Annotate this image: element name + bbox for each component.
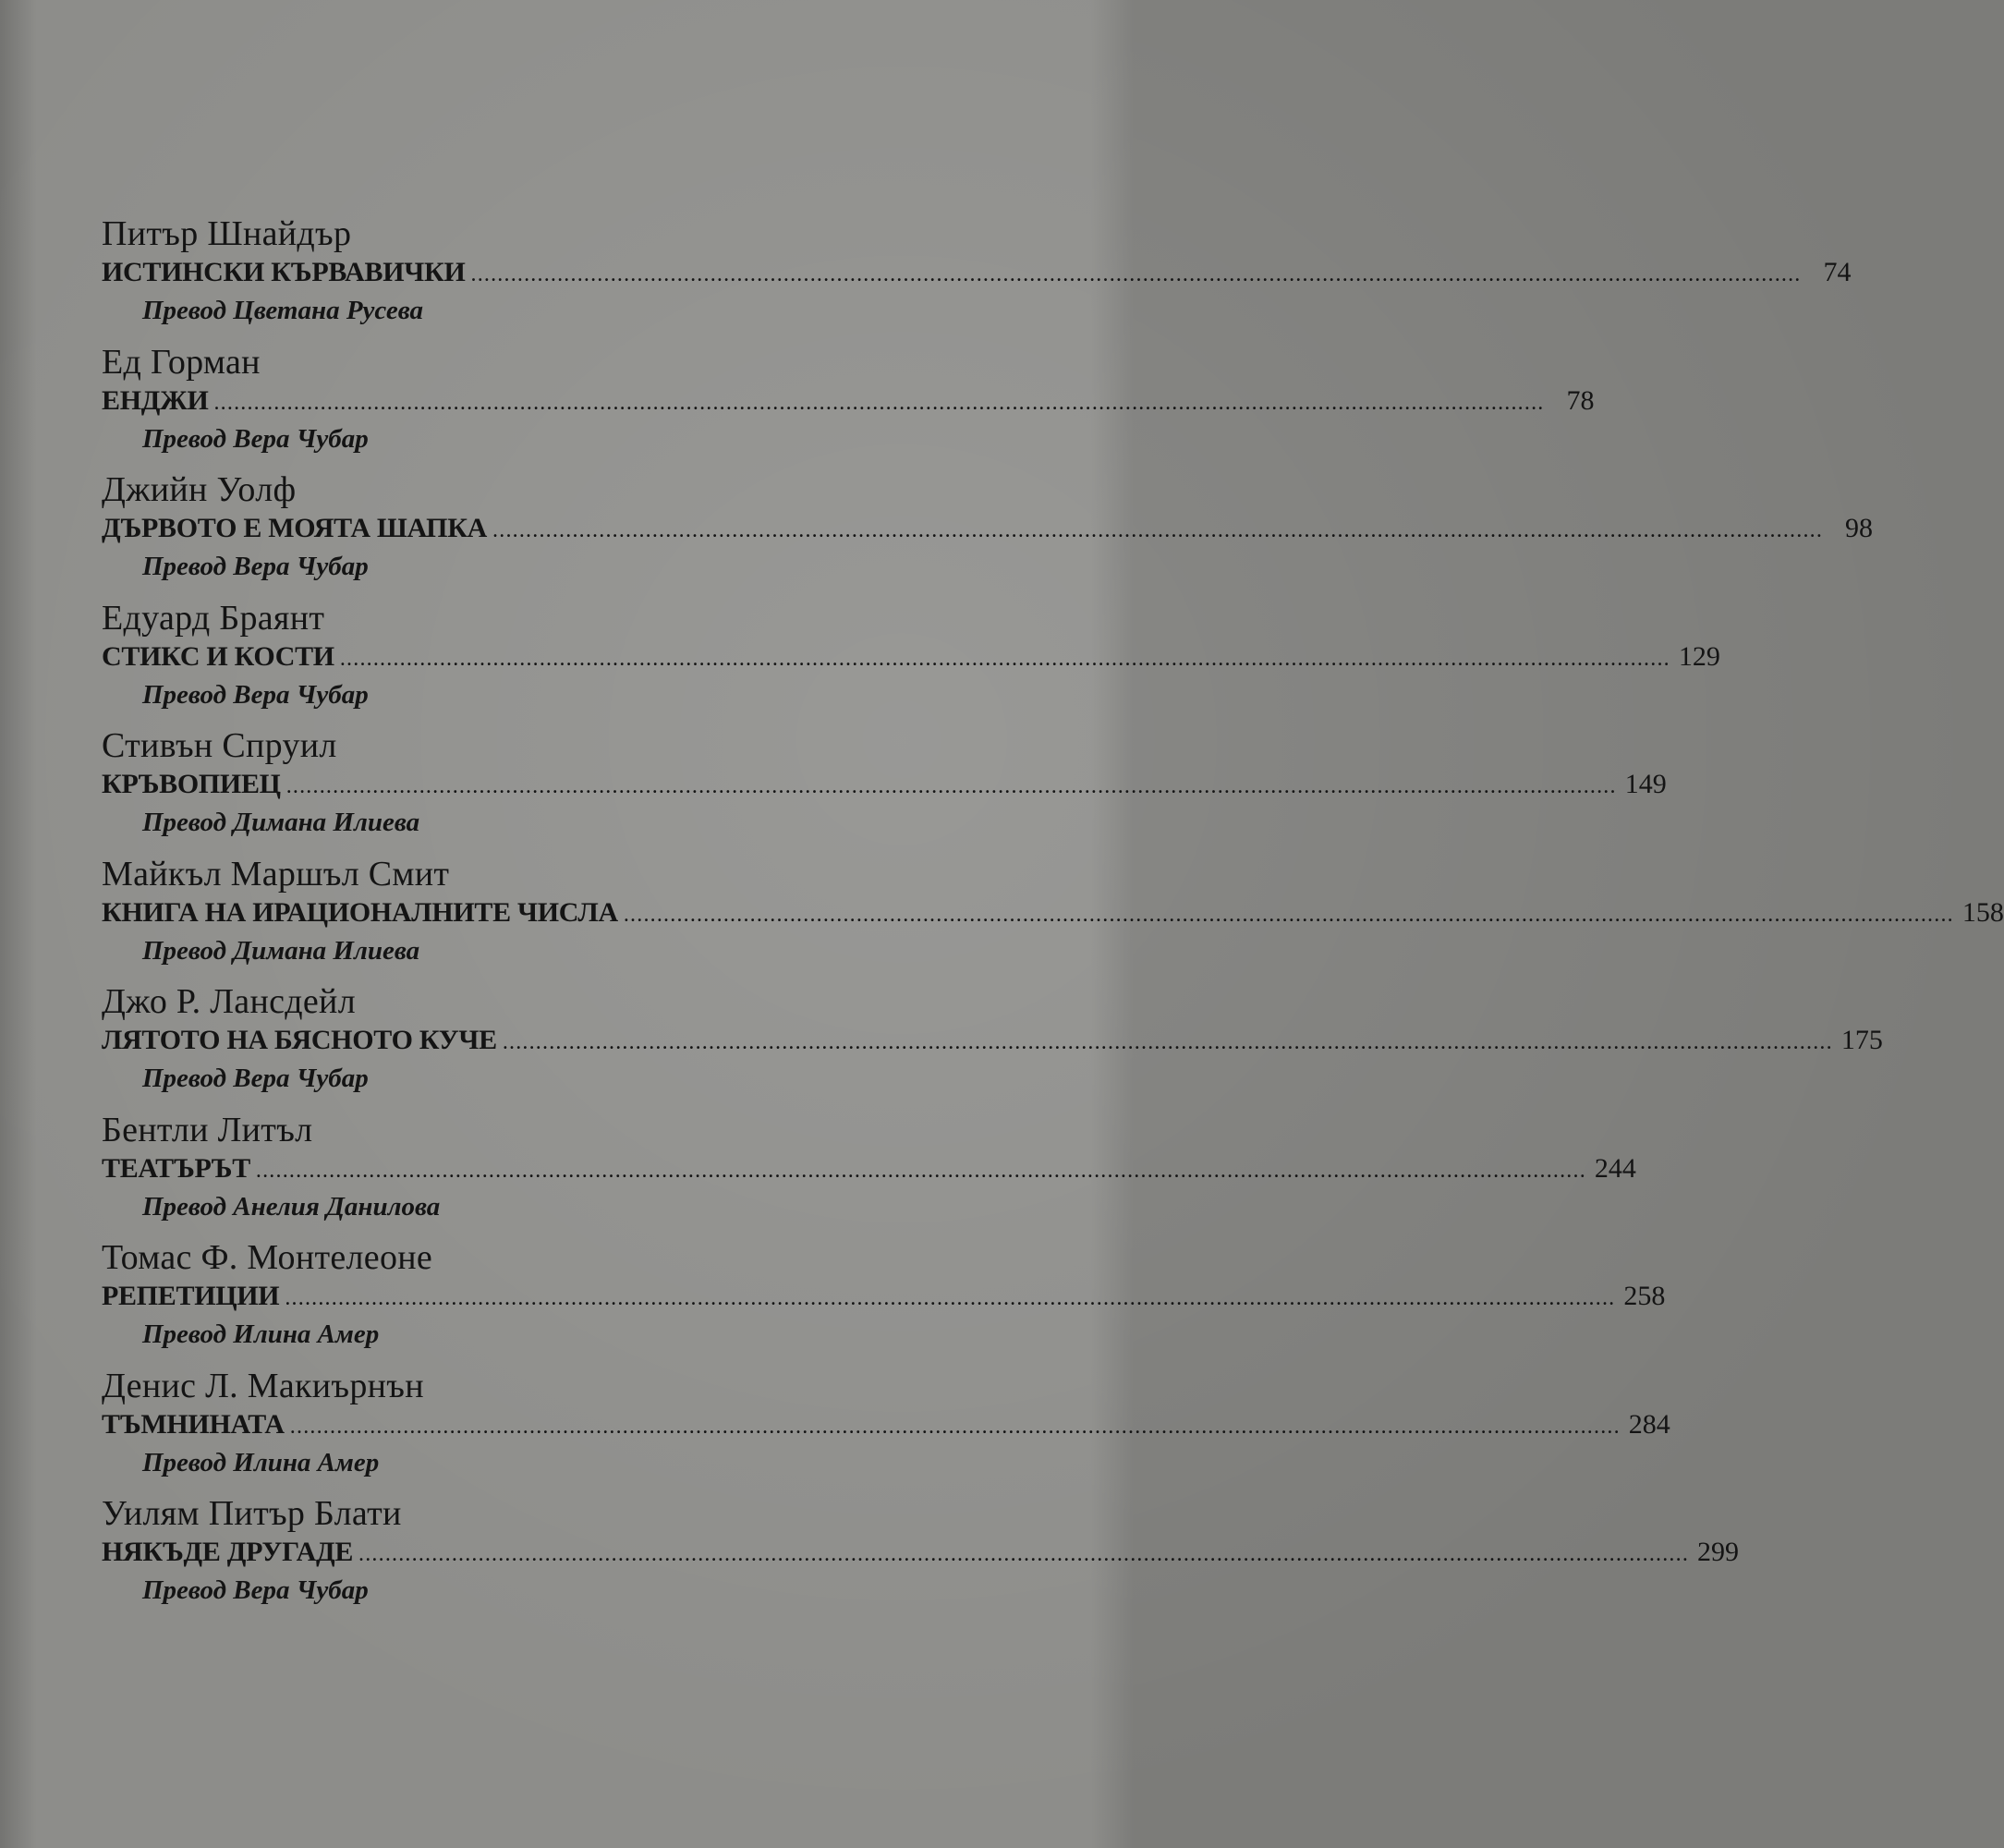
translator-name: Анелия Данилова	[233, 1191, 441, 1222]
entry-title: КРЪВОПИЕЦ	[102, 769, 281, 799]
entry-translator	[102, 804, 1035, 841]
entry-page-number: 74	[1823, 257, 1852, 287]
entry-page-number: 284	[1628, 1408, 1670, 1440]
dot-leader: ........................................................................................................................................................................................................	[492, 518, 1824, 542]
entry-title: ДЪРВОТО Е МОЯТА ШАПКА	[102, 513, 488, 543]
entry-author: Стивън Спруил	[102, 726, 337, 765]
entry-translator	[102, 1572, 1035, 1609]
translator-label: Превод	[142, 808, 227, 837]
entry-page-number: 129	[1678, 640, 1720, 672]
translator-name: Вера Чубар	[233, 679, 369, 710]
entry-title: НЯКЪДЕ ДРУГАДЕ	[102, 1537, 354, 1567]
translator-label: Превод	[142, 1064, 227, 1093]
toc-entry	[102, 598, 1720, 727]
toc-entry	[102, 214, 1852, 343]
entry-translator	[102, 1188, 1035, 1225]
toc-entry	[102, 726, 1667, 855]
entry-author: Джийн Уолф	[102, 470, 297, 509]
translator-label: Превод	[142, 679, 227, 710]
toc-entry	[102, 1110, 1636, 1239]
translator-name: Вера Чубар	[233, 1575, 369, 1605]
dot-leader: ........................................................................................................................................................................................................	[285, 1286, 1616, 1310]
entry-author: Едуард Браянт	[102, 598, 325, 638]
table-of-contents	[102, 214, 2004, 1623]
entry-page-number: 175	[1840, 1025, 1883, 1055]
entry-author: Денис Л. Макиърнън	[102, 1366, 424, 1405]
toc-entry	[102, 1366, 1670, 1495]
dot-leader: ........................................................................................................................................................................................................	[255, 1158, 1586, 1183]
entry-title: ЕНДЖИ	[102, 384, 209, 416]
entry-title-line	[102, 1277, 1666, 1316]
translator-label: Превод	[142, 1447, 227, 1477]
entry-translator	[102, 1444, 1035, 1481]
entry-translator	[102, 932, 1035, 969]
entry-title-line	[102, 1149, 1636, 1188]
entry-page-number: 158	[1961, 896, 2004, 928]
translator-label: Превод	[142, 423, 227, 454]
entry-title-line	[102, 382, 1595, 420]
toc-entry	[102, 342, 1595, 471]
translator-label: Превод	[142, 1319, 227, 1349]
entry-title: ЛЯТОТО НА БЯСНОТО КУЧЕ	[102, 1025, 497, 1055]
toc-entry	[102, 470, 1874, 599]
entry-title-line	[102, 1021, 1883, 1060]
dot-leader: ........................................................................................................................................................................................................	[213, 390, 1545, 415]
translator-label: Превод	[142, 1575, 227, 1605]
entry-page-number: 244	[1594, 1152, 1636, 1184]
entry-translator	[102, 548, 1035, 585]
entry-page-number: 258	[1623, 1281, 1666, 1311]
translator-name: Цветана Русева	[233, 296, 424, 325]
entry-translator	[102, 1316, 1035, 1353]
entry-author: Бентли Литъл	[102, 1110, 313, 1149]
translator-name: Димана Илиева	[233, 935, 420, 966]
toc-entry	[102, 854, 2004, 983]
translator-label: Превод	[142, 935, 227, 966]
dot-leader: ........................................................................................................................................................................................................	[623, 902, 1954, 927]
dot-leader: ........................................................................................................................................................................................................	[470, 262, 1802, 286]
dot-leader: ........................................................................................................................................................................................................	[285, 774, 1617, 798]
entry-page-number: 299	[1697, 1537, 1740, 1567]
translator-label: Превод	[142, 552, 227, 581]
dot-leader: ........................................................................................................................................................................................................	[289, 1414, 1621, 1439]
entry-title: ТЕАТЪРЪТ	[102, 1152, 250, 1184]
entry-title-line	[102, 1405, 1670, 1444]
entry-translator	[102, 420, 1035, 457]
translator-name: Димана Илиева	[233, 808, 420, 837]
entry-author: Томас Ф. Монтелеоне	[102, 1238, 433, 1277]
entry-translator	[102, 676, 1035, 713]
entry-page-number: 98	[1845, 513, 1874, 543]
entry-author: Питър Шнайдър	[102, 214, 352, 253]
entry-title-line	[102, 765, 1667, 804]
toc-entry	[102, 1238, 1666, 1367]
entry-title: РЕПЕТИЦИИ	[102, 1281, 280, 1311]
dot-leader: ........................................................................................................................................................................................................	[358, 1542, 1690, 1566]
entry-title-line	[102, 253, 1852, 292]
entry-author: Уилям Питър Блати	[102, 1494, 402, 1533]
translator-label: Превод	[142, 1191, 227, 1222]
entry-translator	[102, 1060, 1035, 1097]
translator-name: Илина Амер	[233, 1447, 380, 1477]
entry-author: Ед Горман	[102, 342, 261, 382]
entry-title-line	[102, 894, 2004, 932]
entry-title: ТЪМНИНАТА	[102, 1408, 285, 1440]
dot-leader: ........................................................................................................................................................................................................	[339, 646, 1670, 671]
entry-title: ИСТИНСКИ КЪРВАВИЧКИ	[102, 257, 466, 287]
entry-translator	[102, 292, 1035, 329]
toc-entry	[102, 982, 1883, 1111]
entry-page-number: 78	[1566, 384, 1595, 416]
entry-title: СТИКС И КОСТИ	[102, 640, 334, 672]
translator-name: Вера Чубар	[233, 423, 369, 454]
entry-title-line	[102, 509, 1874, 548]
entry-title-line	[102, 1533, 1740, 1572]
entry-title-line	[102, 638, 1720, 676]
translator-name: Илина Амер	[233, 1319, 380, 1349]
dot-leader: ........................................................................................................................................................................................................	[502, 1030, 1833, 1054]
entry-author: Джо Р. Лансдейл	[102, 982, 356, 1021]
entry-page-number: 149	[1624, 769, 1667, 799]
translator-name: Вера Чубар	[233, 1064, 369, 1093]
entry-title: КНИГА НА ИРАЦИОНАЛНИТЕ ЧИСЛА	[102, 896, 618, 928]
entry-author: Майкъл Маршъл Смит	[102, 854, 450, 894]
translator-name: Вера Чубар	[233, 552, 369, 581]
translator-label: Превод	[142, 296, 227, 325]
toc-entry	[102, 1494, 1740, 1623]
